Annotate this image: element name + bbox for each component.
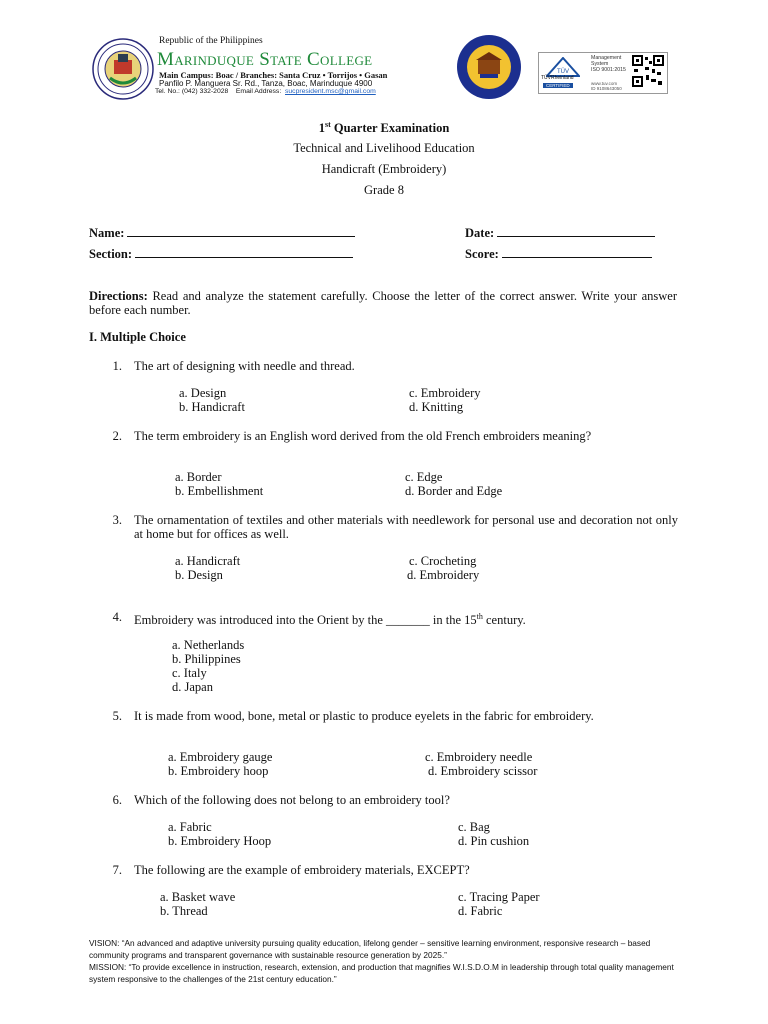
cert-brand: TÜVRheinland	[541, 75, 574, 81]
education-seal-logo	[456, 34, 522, 100]
score-label: Score:	[465, 247, 499, 261]
email-label: Email Address:	[235, 88, 282, 95]
question-text	[134, 610, 678, 627]
directions-label: Directions:	[89, 289, 148, 303]
college-seal-logo	[92, 38, 154, 100]
directions-text: Read and analyze the statement carefully. Choose the letter of the correct answer. Write your answer before each number.	[89, 289, 677, 317]
option-2b: b. Embellishment	[175, 484, 264, 498]
option-6c: c. Bag	[458, 820, 490, 834]
question-text: The art of designing with needle and thread.	[134, 359, 355, 373]
option-1b: b. Handicraft	[179, 400, 245, 414]
date-label: Date:	[465, 226, 495, 240]
name-field	[89, 225, 355, 241]
score-field	[465, 246, 652, 262]
cert-id: ID 9108643050	[591, 86, 622, 91]
vision-text: VISION: “An advanced and adaptive university pursuing quality education, lifelong gender – sensitive learning environment, responsive research – based community programs and transparent governance with sustainable resource generation by 2025.”	[89, 938, 651, 960]
contact-line	[155, 88, 376, 95]
date-field	[465, 225, 655, 241]
quarter-sup: st	[324, 120, 331, 129]
option-4a: a. Netherlands	[172, 638, 245, 652]
question-text: The ornamentation of textiles and other materials with needlework for personal use and decoration not only at home but for offices as well.	[134, 513, 678, 541]
grade-title: Grade 8	[364, 183, 404, 197]
question-text: The following are the example of embroidery materials, EXCEPT?	[134, 863, 470, 877]
option-6d: d. Pin cushion	[458, 834, 530, 848]
option-7d: d. Fabric	[458, 904, 503, 918]
cert-system-text	[591, 55, 626, 73]
question-text: It is made from wood, bone, metal or plastic to produce eyelets in the fabric for embroidery.	[134, 709, 594, 723]
college-name	[157, 49, 372, 71]
tel-text: Tel. No.: (042) 332-2028	[155, 88, 229, 95]
option-3c: c. Crocheting	[409, 554, 477, 568]
directions	[89, 289, 677, 317]
section-label: Section:	[89, 247, 133, 261]
option-3d: d. Embroidery	[407, 568, 480, 582]
section-title: I. Multiple Choice	[89, 330, 186, 344]
question-text: Which of the following does not belong to an embroidery tool?	[134, 793, 450, 807]
option-5d: d. Embroidery scissor	[428, 764, 538, 778]
option-2d: d. Border and Edge	[405, 484, 503, 498]
subject-title: Technical and Livelihood Education	[293, 141, 475, 155]
option-4b: b. Philippines	[172, 652, 241, 666]
vision-mission-footer	[89, 937, 679, 985]
name-label: Name:	[89, 226, 125, 240]
option-7c: c. Tracing Paper	[458, 890, 540, 904]
campus-text: Main Campus: Boac / Branches: Santa Cruz • Torrijos • Gasan	[159, 70, 388, 80]
cert-line1: Management	[591, 55, 622, 61]
option-1d: d. Knitting	[409, 400, 464, 414]
question-number: 4.	[112, 610, 122, 624]
question-text-after: century.	[482, 613, 526, 628]
date-input-line[interactable]	[497, 225, 655, 237]
option-4d: d. Japan	[172, 680, 213, 694]
tuv-logo-icon	[546, 57, 580, 77]
option-6b: b. Embroidery Hoop	[168, 834, 272, 848]
option-6a: a. Fabric	[168, 820, 212, 834]
republic-text: Republic of the Philippines	[159, 36, 263, 46]
question-number: 3.	[112, 513, 122, 527]
option-5c: c. Embroidery needle	[425, 750, 533, 764]
email-link[interactable]: sucpresident.msc@gmail.com	[285, 88, 376, 95]
college-name-text: Marinduque State College	[157, 49, 373, 70]
name-input-line[interactable]	[127, 225, 355, 237]
question-text-sup: th	[476, 612, 483, 621]
iso-certification-badge	[538, 52, 668, 94]
option-1a: a. Design	[179, 386, 227, 400]
option-2c: c. Edge	[405, 470, 443, 484]
section-field	[89, 246, 353, 262]
mission-text: MISSION: “To provide excellence in instruction, research, extension, and production that magnifies W.I.S.D.O.M in leadership through total quality management system responsive to the challenges of the 21st century education.”	[89, 962, 674, 984]
cert-line3: ISO 9001:2015	[591, 67, 626, 73]
address-text: Panfilo P. Manguera Sr. Rd., Tanza, Boac, Marinduque 4900	[159, 79, 373, 88]
question-text: The term embroidery is an English word derived from the old French embroiders meaning?	[134, 429, 592, 443]
svg-text:TÜV: TÜV	[557, 69, 569, 75]
option-2a: a. Border	[175, 470, 222, 484]
question-number: 5.	[112, 709, 122, 723]
question-number: 2.	[112, 429, 122, 443]
option-7a: a. Basket wave	[160, 890, 236, 904]
quarter-rest: Quarter Examination	[330, 121, 450, 136]
cert-badge: CERTIFIED	[543, 83, 573, 88]
option-3b: b. Design	[175, 568, 223, 582]
option-4c: c. Italy	[172, 666, 207, 680]
cert-url: www.tuv.com	[591, 81, 618, 86]
course-title: Handicraft (Embroidery)	[321, 162, 447, 176]
option-5a: a. Embroidery gauge	[168, 750, 273, 764]
option-5b: b. Embroidery hoop	[168, 764, 269, 778]
question-text-before: Embroidery was introduced into the Orient by the _______ in the 15	[134, 613, 477, 628]
score-input-line[interactable]	[502, 246, 652, 258]
question-number: 7.	[112, 863, 122, 877]
exam-title	[0, 120, 768, 136]
cert-line2: System	[591, 61, 609, 67]
qr-code-icon	[632, 55, 664, 87]
section-input-line[interactable]	[135, 246, 353, 258]
option-1c: c. Embroidery	[409, 386, 481, 400]
option-7b: b. Thread	[160, 904, 208, 918]
question-number: 1.	[112, 359, 122, 373]
quarter-num: 1	[318, 121, 325, 136]
option-3a: a. Handicraft	[175, 554, 241, 568]
question-number: 6.	[112, 793, 122, 807]
